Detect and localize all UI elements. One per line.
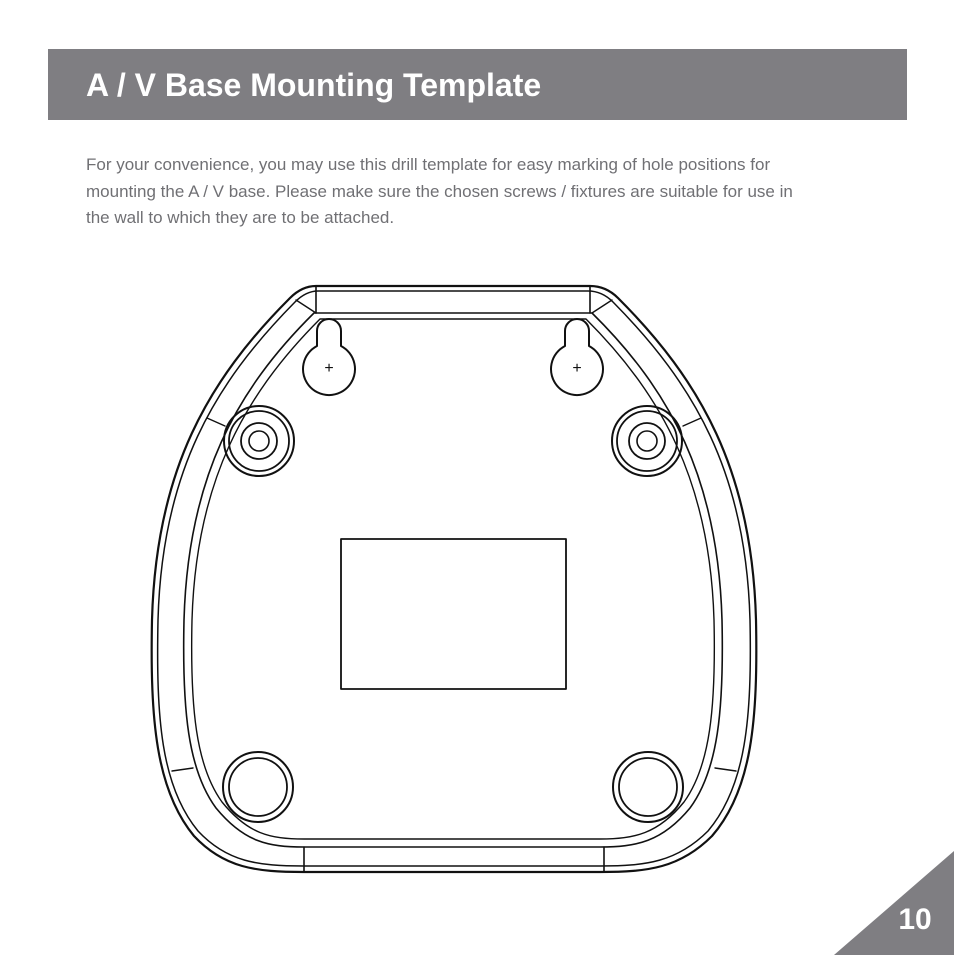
foot-bottom-right [613,752,683,822]
foot-top-left [224,406,294,476]
label-rectangle [341,539,566,689]
intro-line: mounting the A / V base. Please make sure the chosen screws / fixtures are suitable for use in [86,181,793,201]
foot-bottom-left [223,752,293,822]
seam-tick [683,418,701,426]
base-inner-outline [184,313,723,847]
intro-line: For your convenience, you may use this drill template for easy marking of hole positions for [86,155,771,174]
rim-line [592,300,612,313]
keyhole-left-mark: + [324,360,334,377]
keyhole-left [303,319,355,395]
seam-tick [207,418,225,426]
base-outer-outline [152,286,757,872]
foot-top-right [612,406,682,476]
intro-line: the wall to which they are to be attached. [86,208,395,227]
keyhole-right-mark: + [572,360,582,377]
page-number: 10 [898,903,932,936]
seam-tick [172,768,193,771]
base-outer-outline-inner [158,291,751,866]
page-title: A / V Base Mounting Template [86,67,542,103]
rim-line [296,300,316,313]
keyhole-right [551,319,603,395]
seam-tick [715,768,736,771]
